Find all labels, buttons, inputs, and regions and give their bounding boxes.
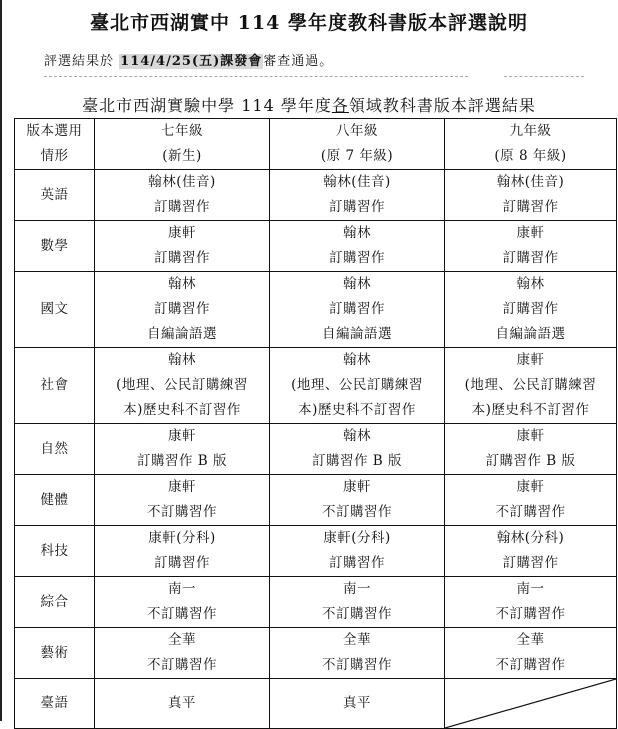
publisher-name: 真平	[343, 695, 371, 711]
cell-note: 不訂購習作	[322, 657, 392, 673]
publisher-name: 全華	[343, 632, 371, 648]
publisher-name: 南一	[343, 581, 371, 597]
table-row	[15, 221, 617, 272]
table-title-underlined: 各	[331, 96, 349, 115]
header-row	[15, 119, 617, 170]
selection-cell	[270, 475, 445, 526]
grade-header-7	[95, 119, 270, 170]
publisher-name: 康軒	[516, 225, 545, 241]
cell-note: 訂購習作	[154, 199, 210, 215]
cell-note: 自編論語選	[147, 326, 217, 342]
publisher-name: 康軒	[343, 479, 371, 495]
page-title: 臺北市西湖實中 114 學年度教科書版本評選說明	[90, 12, 528, 34]
selection-cell	[445, 424, 617, 475]
selection-cell	[270, 348, 445, 424]
publisher-name: 翰林	[168, 276, 196, 292]
publisher-name: 翰林	[516, 276, 545, 292]
selection-cell	[445, 526, 617, 577]
publisher-name: 全華	[168, 632, 196, 648]
selection-cell	[95, 221, 270, 272]
table-title	[0, 93, 618, 116]
cell-note: 本)歷史科不訂習作	[298, 402, 416, 418]
cell-note: 訂購習作	[329, 301, 385, 317]
table-row	[15, 526, 617, 577]
domain-cell: 藝術	[15, 628, 95, 679]
cell-note: 訂購習作 B 版	[136, 453, 227, 469]
selection-cell	[270, 170, 445, 221]
domain-cell: 國文	[15, 272, 95, 348]
cell-note: 訂購習作 B 版	[311, 453, 402, 469]
selection-cell	[95, 272, 270, 348]
notice-date: 114/4/25(五)	[120, 54, 221, 69]
cell-note: 不訂購習作	[147, 606, 217, 622]
selection-cell	[270, 577, 445, 628]
cell-note: 訂購習作	[502, 250, 559, 266]
selection-cell	[445, 475, 617, 526]
publisher-name: 康軒	[516, 479, 545, 495]
publisher-name: 翰林(佳音)	[148, 174, 216, 190]
corner-header	[15, 119, 95, 170]
dashed-divider-short	[504, 76, 584, 77]
grade-header-8	[270, 119, 445, 170]
notice-meeting: 課發會	[220, 54, 263, 69]
selection-cell	[270, 679, 445, 729]
cell-note: 訂購習作 B 版	[485, 453, 576, 469]
selection-cell	[445, 221, 617, 272]
domain-cell: 數學	[15, 221, 95, 272]
notice-prefix: 評選結果於	[44, 54, 115, 69]
cell-note: 訂購習作	[502, 301, 559, 317]
selection-cell	[95, 424, 270, 475]
selection-cell	[95, 526, 270, 577]
corner-line: 版本選用	[26, 123, 83, 139]
selection-cell	[95, 628, 270, 679]
cell-note: 本)歷史科不訂習作	[123, 402, 241, 418]
corner-line: 情形	[40, 148, 69, 164]
table-row	[15, 424, 617, 475]
cell-note: 不訂購習作	[495, 657, 566, 673]
domain-cell: 英語	[15, 170, 95, 221]
cell-note: 不訂購習作	[147, 504, 217, 520]
cell-note: 訂購習作	[502, 199, 559, 215]
publisher-name: 真平	[168, 695, 196, 711]
cell-note: 訂購習作	[329, 199, 385, 215]
selection-cell	[270, 628, 445, 679]
publisher-name: 翰林	[343, 428, 371, 444]
grade-name: 八年級	[336, 123, 378, 139]
cell-note: 不訂購習作	[495, 606, 566, 622]
approval-notice	[44, 50, 333, 69]
selection-cell	[95, 475, 270, 526]
selection-cell	[270, 272, 445, 348]
table-row	[15, 170, 617, 221]
publisher-name: 翰林(分科)	[496, 530, 565, 546]
dashed-divider	[44, 76, 468, 77]
domain-cell: 自然	[15, 424, 95, 475]
selection-cell	[445, 628, 617, 679]
selection-cell	[445, 170, 617, 221]
cell-note: 訂購習作	[502, 555, 559, 571]
grade-name: 九年級	[509, 123, 552, 139]
empty-cell	[445, 679, 617, 729]
selection-cell	[270, 526, 445, 577]
selection-cell	[270, 424, 445, 475]
cell-note: 自編論語選	[495, 326, 566, 342]
selection-cell	[270, 221, 445, 272]
cell-note: 不訂購習作	[322, 606, 392, 622]
selection-cell	[445, 348, 617, 424]
table-row	[15, 577, 617, 628]
publisher-name: 翰林	[343, 352, 371, 368]
cell-note: 訂購習作	[154, 250, 210, 266]
table-row	[15, 679, 617, 729]
table-title-before: 臺北市西湖實驗中學 114 學年度	[82, 96, 332, 115]
table-title-after: 領域教科書版本評選結果	[348, 96, 536, 115]
selection-cell	[95, 679, 270, 729]
publisher-name: 翰林	[168, 352, 196, 368]
cell-note: 不訂購習作	[322, 504, 392, 520]
grade-note: (原 7 年級)	[320, 148, 394, 164]
cell-note: 訂購習作	[329, 555, 385, 571]
notice-date-highlight	[119, 54, 263, 69]
table-row	[15, 628, 617, 679]
publisher-name: 康軒(分科)	[148, 530, 216, 546]
publisher-name: 南一	[168, 581, 196, 597]
grade-note: (原 8 年級)	[494, 148, 567, 164]
selection-cell	[95, 170, 270, 221]
publisher-name: 翰林	[343, 225, 371, 241]
grade-note: (新生)	[162, 148, 202, 164]
cell-note: 本)歷史科不訂習作	[471, 402, 590, 418]
publisher-name: 翰林(佳音)	[323, 174, 391, 190]
cell-note: (地理、公民訂購練習	[464, 377, 597, 393]
cell-note: 訂購習作	[154, 555, 210, 571]
grade-header-9	[445, 119, 617, 170]
selection-cell	[95, 577, 270, 628]
domain-cell: 綜合	[15, 577, 95, 628]
selection-cell	[95, 348, 270, 424]
publisher-name: 翰林(佳音)	[496, 174, 565, 190]
cell-note: (地理、公民訂購練習	[291, 377, 423, 393]
cell-note: (地理、公民訂購練習	[116, 377, 248, 393]
cell-note: 訂購習作	[329, 250, 385, 266]
publisher-name: 全華	[516, 632, 545, 648]
domain-cell: 社會	[15, 348, 95, 424]
notice-suffix: 審查通過。	[263, 54, 334, 69]
grade-name: 七年級	[161, 123, 203, 139]
publisher-name: 康軒	[168, 225, 196, 241]
publisher-name: 康軒(分科)	[323, 530, 391, 546]
publisher-name: 翰林	[343, 276, 371, 292]
textbook-selection-table	[14, 118, 617, 729]
domain-cell: 臺語	[15, 679, 95, 729]
table-row	[15, 348, 617, 424]
table-row	[15, 272, 617, 348]
selection-cell	[445, 272, 617, 348]
cell-note: 不訂購習作	[495, 504, 566, 520]
publisher-name: 康軒	[168, 428, 196, 444]
cell-note: 自編論語選	[322, 326, 392, 342]
cell-note: 訂購習作	[154, 301, 210, 317]
publisher-name: 康軒	[516, 428, 545, 444]
table-row	[15, 475, 617, 526]
domain-cell: 科技	[15, 526, 95, 577]
selection-cell	[445, 577, 617, 628]
cell-note: 不訂購習作	[147, 657, 217, 673]
domain-cell: 健體	[15, 475, 95, 526]
publisher-name: 康軒	[516, 352, 545, 368]
publisher-name: 南一	[516, 581, 545, 597]
publisher-name: 康軒	[168, 479, 196, 495]
